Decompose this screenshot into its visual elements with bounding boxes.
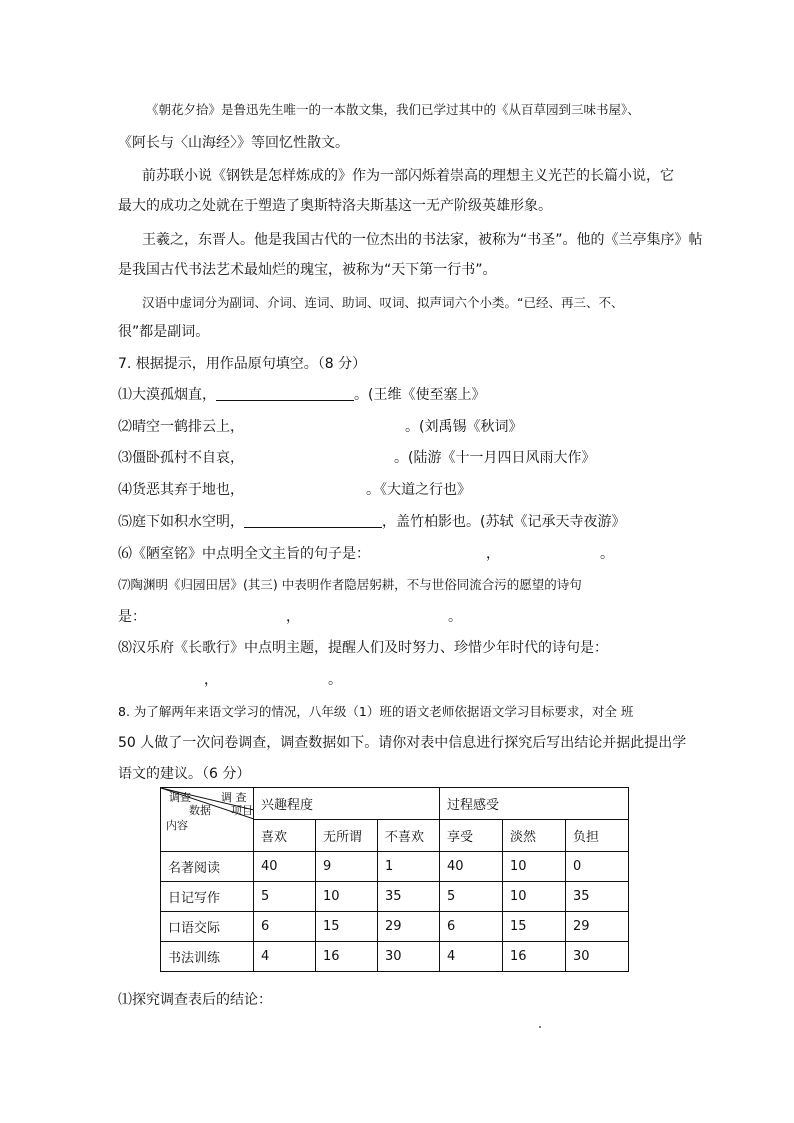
subheader-like: 喜欢 — [254, 820, 316, 852]
table-cell: 4 — [440, 942, 503, 972]
table-cell: 30 — [378, 942, 440, 972]
table-cell: 5 — [440, 882, 503, 912]
q7-item-4-source: 。《大道之行也》 — [366, 482, 471, 498]
group-header-interest: 兴趣程度 — [254, 788, 440, 820]
table-cell: 10 — [503, 852, 566, 882]
table-cell: 10 — [503, 882, 566, 912]
subheader-burden: 负担 — [566, 820, 629, 852]
table-cell: 6 — [440, 912, 503, 942]
group-header-feeling: 过程感受 — [440, 788, 629, 820]
q7-item-8-line2 — [118, 670, 342, 690]
subheader-indifferent2: 淡然 — [503, 820, 566, 852]
para4-line2: 很”都是副词。 — [118, 324, 210, 340]
subheader-enjoy: 享受 — [440, 820, 503, 852]
corner-label-item: 项目 — [231, 804, 253, 817]
q7-item-6 — [118, 544, 614, 564]
table-cell: 1 — [378, 852, 440, 882]
table-cell: 30 — [566, 942, 629, 972]
answer-blank[interactable] — [244, 513, 382, 528]
para1-line2: 《阿长与〈山海经〉》等回忆性散文。 — [118, 135, 349, 151]
q7-item-7-prefix: 是： — [118, 609, 146, 625]
table-row — [161, 852, 629, 882]
row-label: 口语交际 — [161, 912, 254, 942]
table-cell: 40 — [254, 852, 316, 882]
para3-line1: 王羲之，东晋人。他是我国古代的一位杰出的书法家，被称为“书圣”。他的《兰亭集序》帖 — [142, 232, 703, 248]
table-cell: 35 — [566, 882, 629, 912]
row-label: 书法训练 — [161, 942, 254, 972]
table-cell: 6 — [254, 912, 316, 942]
table-cell: 0 — [566, 852, 629, 882]
q7-item-3-source: 。(陆游《十一月四日风雨大作》 — [394, 450, 596, 466]
row-label: 名著阅读 — [161, 852, 254, 882]
table-cell: 10 — [316, 882, 378, 912]
q7-item-1 — [118, 385, 485, 405]
survey-table — [160, 787, 629, 972]
q7-title: 7. 根据提示，用作品原句填空。（8 分） — [118, 356, 367, 372]
q7-item-1-source: 。(王维《使至塞上》 — [354, 387, 486, 403]
corner-label-survey2: 调 查 — [221, 791, 247, 804]
q7-item-2-source: 。(刘禹锡《秋词》 — [405, 419, 523, 435]
subheader-indifferent: 无所谓 — [316, 820, 378, 852]
q7-item-6-comma: ， — [486, 546, 500, 562]
q7-item-8-line1: ⑻汉乐府《长歌行》中点明主题，提醒人们及时努力、珍惜少年时代的诗句是： — [118, 640, 608, 656]
table-cell: 29 — [566, 912, 629, 942]
table-cell: 35 — [378, 882, 440, 912]
table-corner-header — [161, 788, 254, 852]
table-row — [161, 882, 629, 912]
q7-item-3-text: ⑶僵卧孤村不自哀， — [118, 450, 244, 466]
q7-item-5-text: ⑸庭下如积水空明， — [118, 514, 244, 530]
q7-item-7-comma: ， — [286, 609, 300, 625]
stray-dot — [539, 1026, 541, 1028]
q7-item-2 — [118, 417, 522, 437]
para4-line1: 汉语中虚词分为副词、介词、连词、助词、叹词、拟声词六个小类。“已经、再三、不、 — [142, 295, 624, 310]
table-cell: 40 — [440, 852, 503, 882]
q8-line3: 语文的建议。（6 分） — [118, 766, 251, 782]
table-row — [161, 942, 629, 972]
subheader-dislike: 不喜欢 — [378, 820, 440, 852]
q7-item-5 — [118, 512, 625, 532]
q7-item-5-source: ，盖竹柏影也。(苏轼《记承天寺夜游》 — [382, 514, 626, 530]
table-cell: 9 — [316, 852, 378, 882]
para2-line1: 前苏联小说《钢铁是怎样炼成的》作为一部闪烁着崇高的理想主义光芒的长篇小说，它 — [142, 168, 674, 184]
q7-item-8-end: 。 — [328, 672, 342, 688]
q8-conclusion-prompt: ⑴探究调查表后的结论： — [118, 992, 272, 1008]
q7-item-6-end: 。 — [600, 546, 614, 562]
q7-item-4 — [118, 480, 471, 500]
corner-label-data: 数据 — [189, 804, 211, 817]
q7-item-6-text: ⑹《陋室铭》中点明全文主旨的句子是： — [118, 546, 370, 562]
q7-item-4-text: ⑷货恶其弃于地也， — [118, 482, 244, 498]
row-label: 日记写作 — [161, 882, 254, 912]
table-row — [161, 912, 629, 942]
q7-item-8-comma: ， — [204, 672, 218, 688]
table-cell: 5 — [254, 882, 316, 912]
para1-line1: 《朝花夕拾》是鲁迅先生唯一的一本散文集，我们已学过其中的《从百草园到三味书屋》、 — [146, 102, 640, 117]
q8-line1: 8. 为了解两年来语文学习的情况，八年级（1）班的语文老师依据语文学习目标要求，对全 班 — [118, 704, 634, 719]
table-cell: 16 — [316, 942, 378, 972]
corner-label-content: 内容 — [166, 819, 188, 832]
answer-blank[interactable] — [216, 386, 354, 401]
table-cell: 15 — [503, 912, 566, 942]
q8-line2: 50 人做了一次问卷调查，调查数据如下。请你对表中信息进行探究后写出结论并据此提出学 — [118, 735, 687, 751]
q7-item-7-line2 — [118, 607, 462, 627]
q7-item-2-text: ⑵晴空一鹤排云上， — [118, 419, 244, 435]
corner-label-survey: 调查 — [169, 791, 191, 804]
para2-line2: 最大的成功之处就在于塑造了奥斯特洛夫斯基这一无产阶级英雄形象。 — [118, 198, 552, 214]
table-cell: 4 — [254, 942, 316, 972]
q7-item-7-end: 。 — [448, 609, 462, 625]
q7-item-1-text: ⑴大漠孤烟直， — [118, 387, 216, 403]
para3-line2: 是我国古代书法艺术最灿烂的瑰宝，被称为“天下第一行书”。 — [118, 262, 497, 278]
table-cell: 15 — [316, 912, 378, 942]
q7-item-3 — [118, 448, 595, 468]
q7-item-7-line1: ⑺陶渊明《归园田居》(其三) 中表明作者隐居躬耕，不与世俗同流合污的愿望的诗句 — [118, 577, 582, 592]
table-cell: 16 — [503, 942, 566, 972]
table-cell: 29 — [378, 912, 440, 942]
